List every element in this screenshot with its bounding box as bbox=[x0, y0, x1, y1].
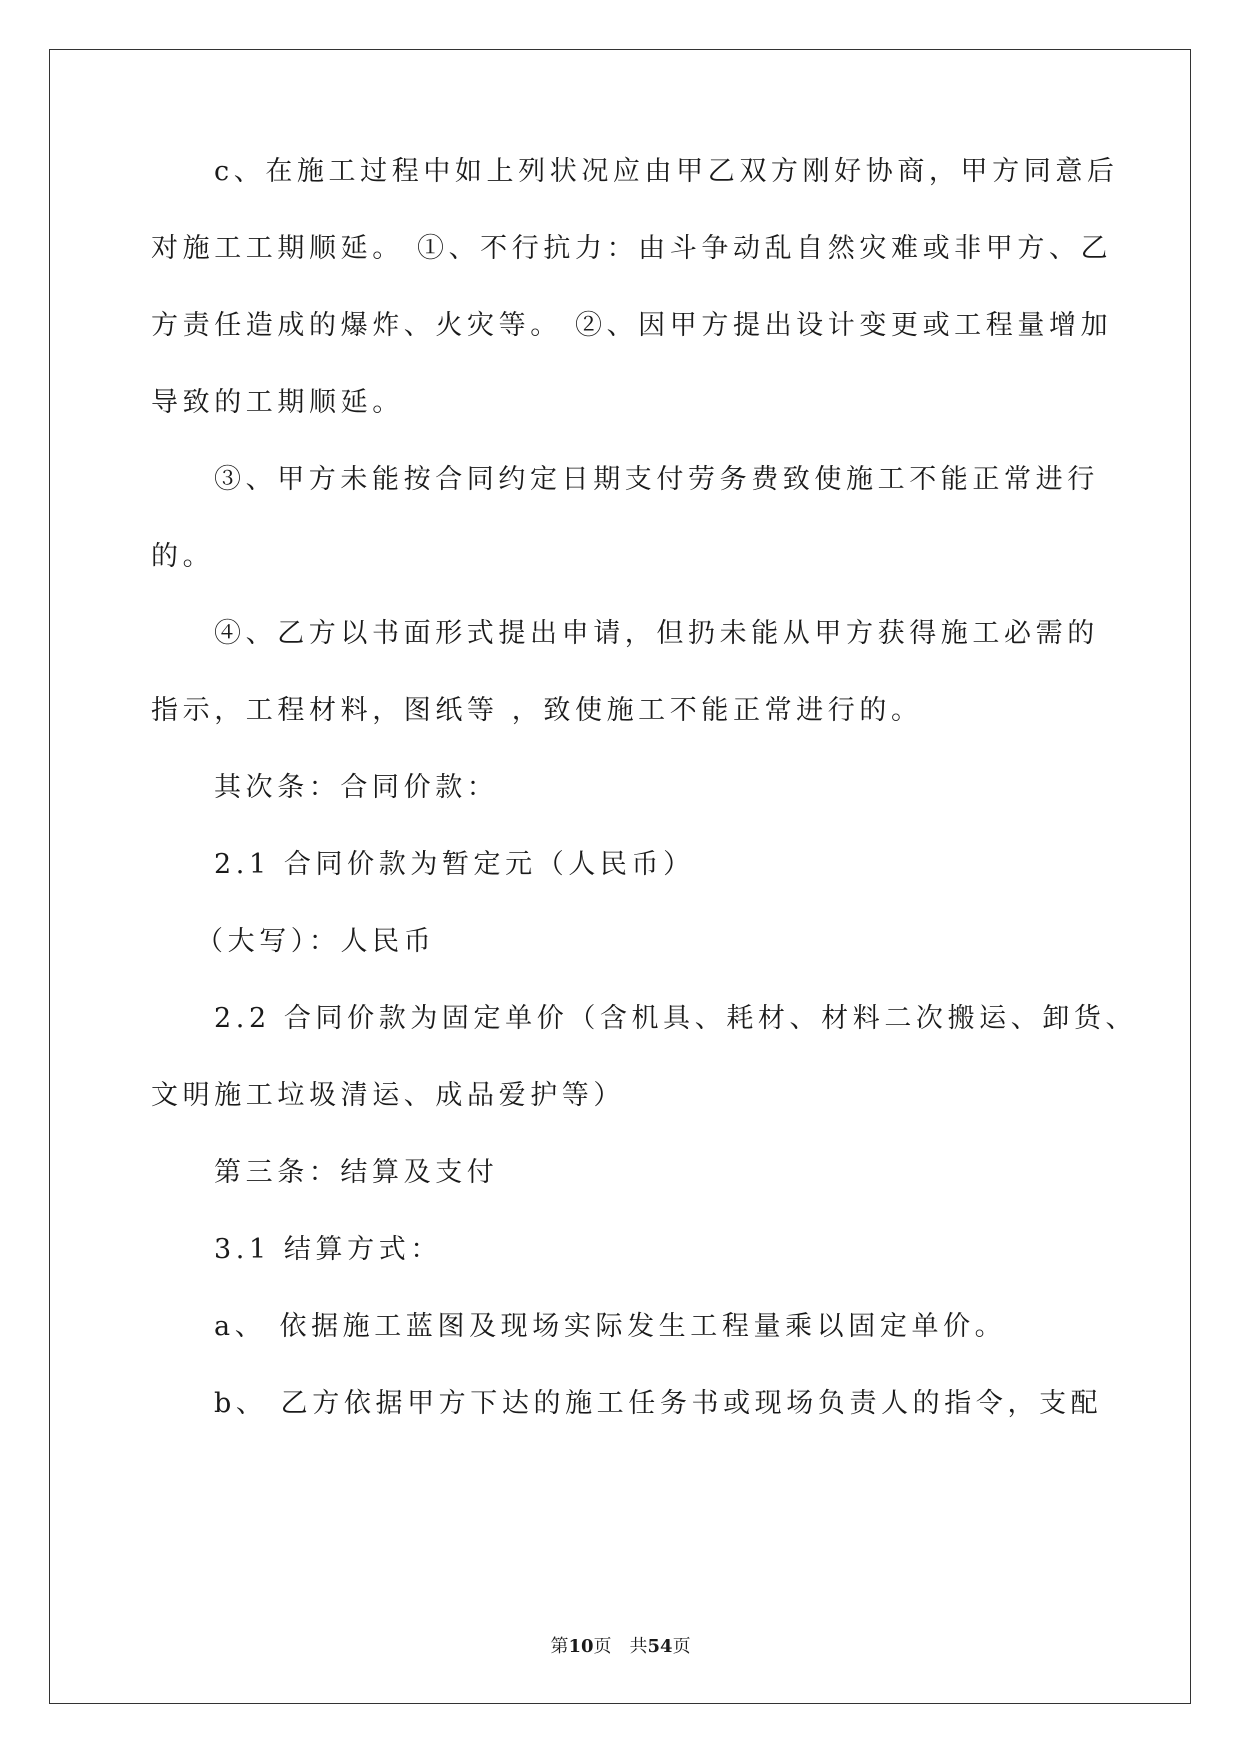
paragraph-line: 指示，工程材料，图纸等 ，致使施工不能正常进行的。 bbox=[151, 695, 923, 726]
paragraph-line: 导致的工期顺延。 bbox=[151, 387, 404, 418]
paragraph-line: a、 依据施工蓝图及现场实际发生工程量乘以固定单价。 bbox=[214, 1311, 1007, 1342]
footer-mid: 页 共 bbox=[593, 1636, 648, 1657]
paragraph-line: ③、甲方未能按合同约定日期支付劳务费致使施工不能正常进行 bbox=[214, 464, 1099, 495]
paragraph-line: 2.2 合同价款为固定单价（含机具、耗材、材料二次搬运、卸货、 bbox=[214, 1003, 1138, 1034]
paragraph-line: 文明施工垃圾清运、成品爱护等） bbox=[151, 1080, 625, 1111]
page-footer bbox=[0, 1632, 1241, 1658]
paragraph-line: 方责任造成的爆炸、火灾等。 ②、因甲方提出设计变更或工程量增加 bbox=[151, 310, 1113, 341]
paragraph-line: 2.1 合同价款为暂定元（人民币） bbox=[214, 849, 695, 880]
footer-suffix: 页 bbox=[672, 1636, 691, 1657]
paragraph-line: 对施工工期顺延。 ①、不行抗力：由斗争动乱自然灾难或非甲方、乙 bbox=[151, 233, 1113, 264]
paragraph-line: 3.1 结算方式： bbox=[214, 1234, 442, 1265]
section-heading: 其次条：合同价款： bbox=[214, 772, 499, 803]
current-page-number: 10 bbox=[568, 1636, 594, 1657]
paragraph-line: b、 乙方依据甲方下达的施工任务书或现场负责人的指令，支配 bbox=[214, 1388, 1103, 1419]
footer-prefix: 第 bbox=[550, 1636, 569, 1657]
section-heading: 第三条：结算及支付 bbox=[214, 1157, 499, 1188]
paragraph-line: ④、乙方以书面形式提出申请，但扔未能从甲方获得施工必需的 bbox=[214, 618, 1099, 649]
paragraph-line: （大写）：人民币 bbox=[196, 926, 436, 957]
paragraph-line: 的。 bbox=[151, 541, 215, 572]
paragraph-line: c、在施工过程中如上列状况应由甲乙双方刚好协商，甲方同意后 bbox=[214, 156, 1119, 187]
total-page-count: 54 bbox=[647, 1636, 673, 1657]
